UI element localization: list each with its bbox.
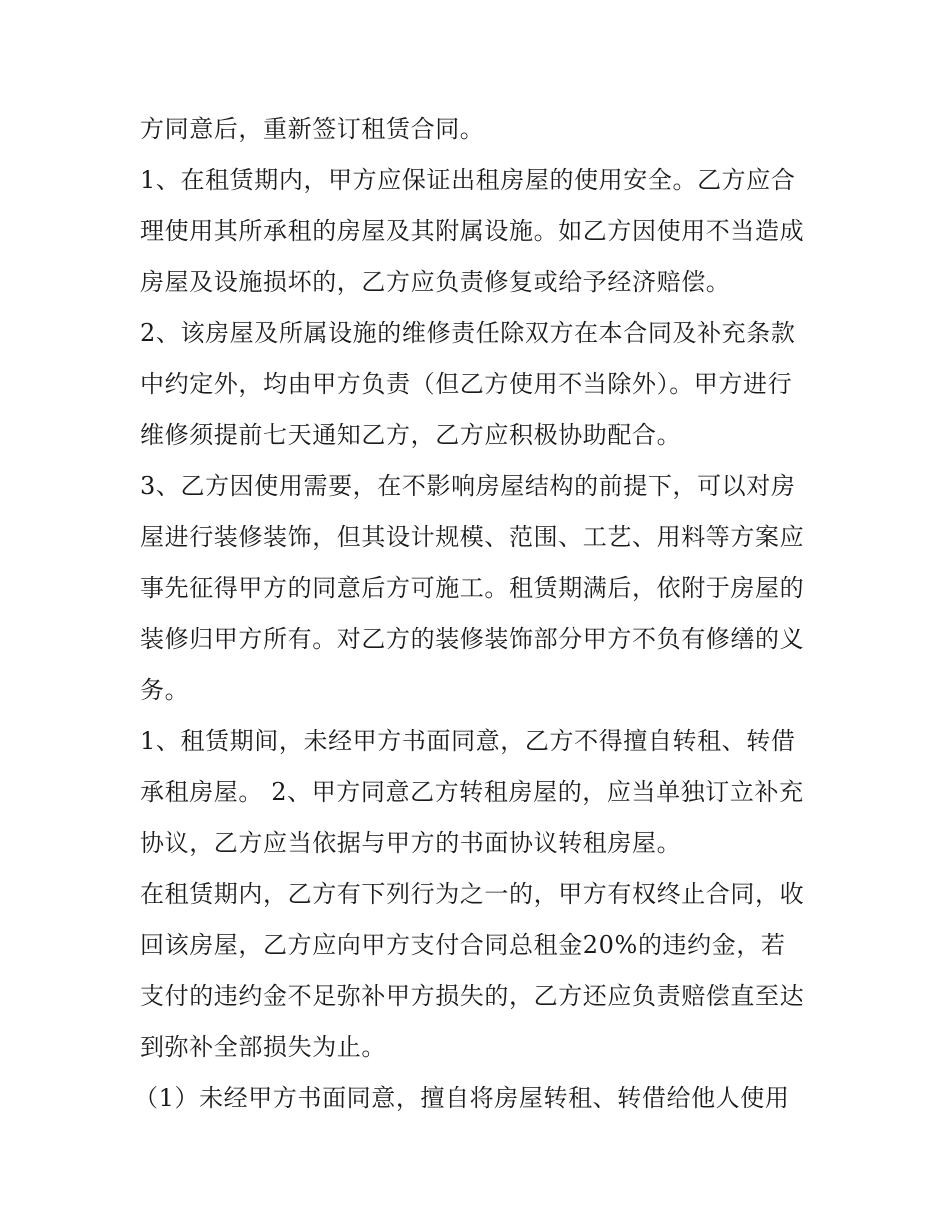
text-line: 装修归甲方所有。对乙方的装修装饰部分甲方不负有修缮的义	[140, 625, 805, 653]
text-line: 协议，乙方应当依据与甲方的书面协议转租房屋。	[140, 829, 682, 857]
text-line: 房屋及设施损坏的，乙方应负责修复或给予经济赔偿。	[140, 268, 731, 296]
text-line: 3、乙方因使用需要，在不影响房屋结构的前提下，可以对房	[140, 472, 796, 500]
text-line: 1、在租赁期内，甲方应保证出租房屋的使用安全。乙方应合	[140, 166, 796, 194]
contract-body-text	[134, 104, 820, 1124]
text-line: 务。	[140, 676, 190, 704]
text-line: 支付的违约金不足弥补甲方损失的，乙方还应负责赔偿直至达	[140, 982, 805, 1010]
text-line: 承租房屋。 2、甲方同意乙方转租房屋的，应当单独订立补充	[140, 778, 804, 806]
text-line: 理使用其所承租的房屋及其附属设施。如乙方因使用不当造成	[140, 217, 805, 245]
text-line: 屋进行装修装饰，但其设计规模、范围、工艺、用料等方案应	[140, 523, 805, 551]
text-line: 事先征得甲方的同意后方可施工。租赁期满后，依附于房屋的	[140, 574, 805, 602]
text-line: 在租赁期内，乙方有下列行为之一的，甲方有权终止合同，收	[140, 880, 805, 908]
text-line: 方同意后，重新签订租赁合同。	[140, 115, 485, 143]
text-line: 1、租赁期间，未经甲方书面同意，乙方不得擅自转租、转借	[140, 727, 796, 755]
text-line: 回该房屋，乙方应向甲方支付合同总租金20%的违约金，若	[140, 931, 786, 959]
text-line: 2、该房屋及所属设施的维修责任除双方在本合同及补充条款	[140, 319, 796, 347]
text-line: （1）未经甲方书面同意，擅自将房屋转租、转借给他人使用	[134, 1084, 790, 1112]
text-line: 中约定外，均由甲方负责（但乙方使用不当除外）。甲方进行	[140, 370, 793, 398]
text-line: 维修须提前七天通知乙方，乙方应积极协助配合。	[140, 421, 682, 449]
text-line: 到弥补全部损失为止。	[140, 1033, 386, 1061]
